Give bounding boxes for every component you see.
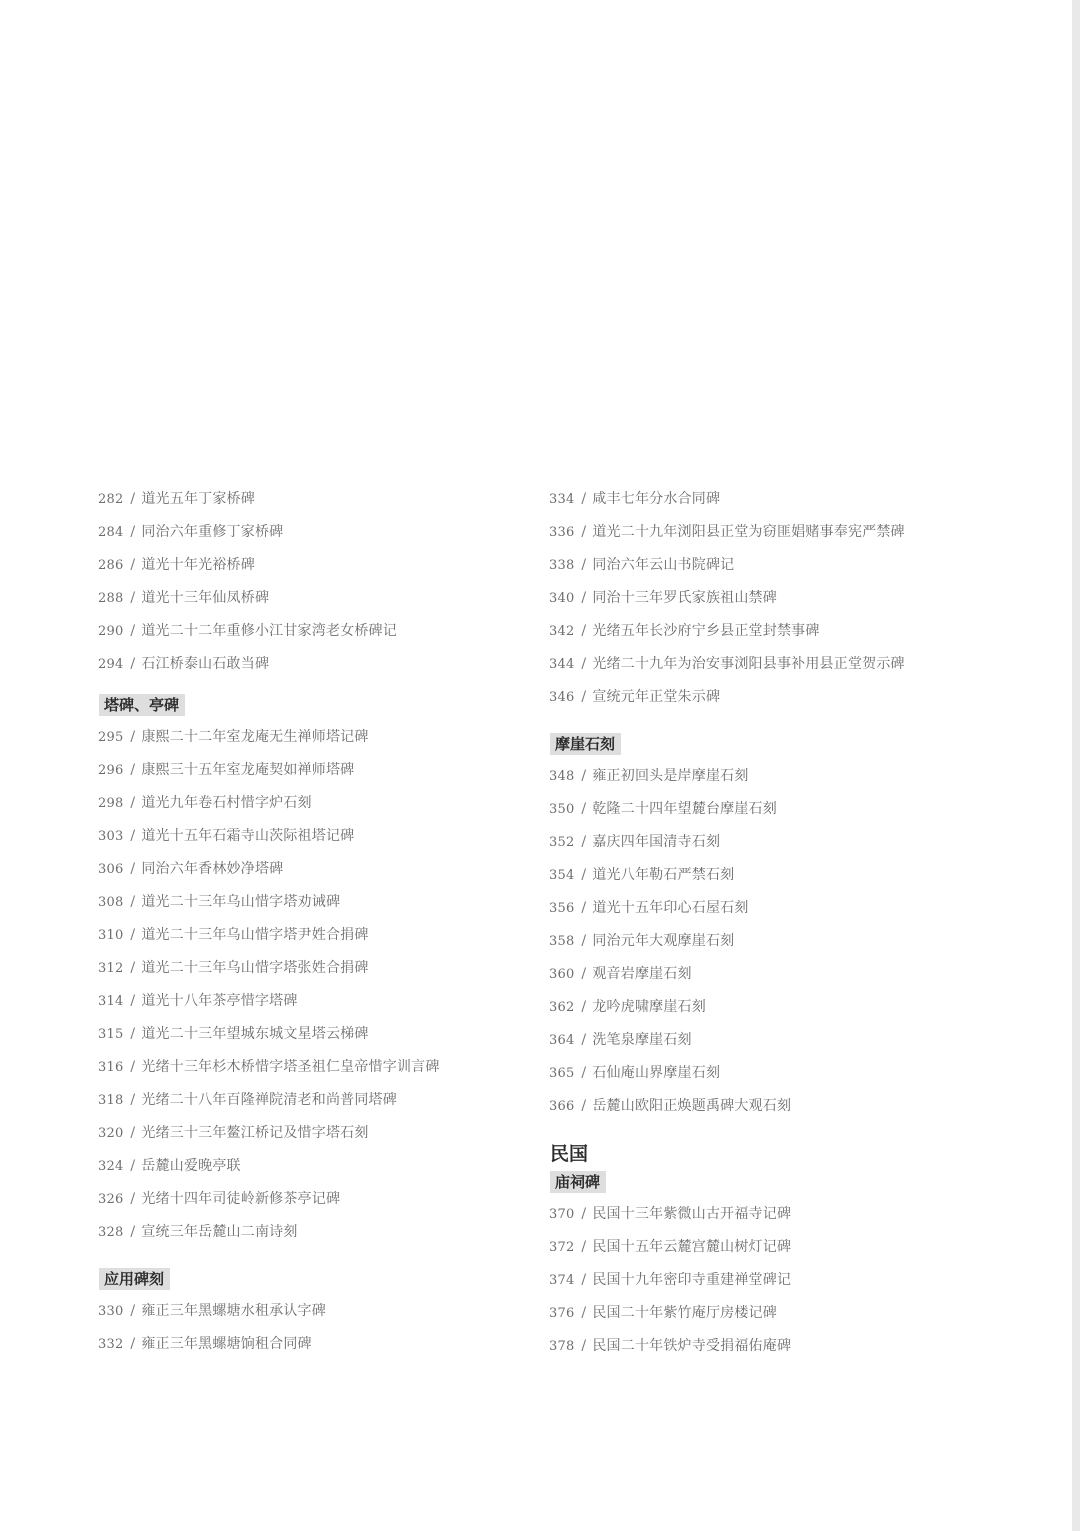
toc-entry[interactable] <box>549 928 1029 961</box>
page-number: 282 <box>98 492 124 507</box>
separator: / <box>581 1065 587 1081</box>
entry-title: 光绪十三年杉木桥惜字塔圣祖仁皇帝惜字训言碑 <box>141 1059 440 1075</box>
page-number: 324 <box>98 1159 124 1174</box>
entry-title: 石仙庵山界摩崖石刻 <box>592 1065 721 1081</box>
separator: / <box>130 491 136 507</box>
entry-title: 道光十年光裕桥碑 <box>141 557 255 573</box>
page-number: 328 <box>98 1225 124 1240</box>
separator: / <box>130 1125 136 1141</box>
entry-title: 光绪二十八年百隆禅院清老和尚普同塔碑 <box>141 1092 397 1108</box>
entry-title: 同治元年大观摩崖石刻 <box>592 933 735 949</box>
era-heading-republic: 民国 <box>550 1143 589 1165</box>
separator: / <box>130 1158 136 1174</box>
left-group-c <box>98 1298 538 1364</box>
entry-title: 康熙三十五年室龙庵契如禅师塔碑 <box>141 762 355 778</box>
separator: / <box>130 656 136 672</box>
entry-title: 道光二十二年重修小江甘家湾老女桥碑记 <box>141 623 397 639</box>
page-number: 354 <box>549 868 575 883</box>
toc-entry[interactable] <box>98 552 538 585</box>
page-number: 362 <box>549 1000 575 1015</box>
entry-title: 龙吟虎啸摩崖石刻 <box>592 999 706 1015</box>
section-heading-applied-steles: 应用碑刻 <box>99 1268 170 1290</box>
page-number: 290 <box>98 624 124 639</box>
toc-entry[interactable] <box>549 862 1029 895</box>
entry-title: 光绪十四年司徒岭新修茶亭记碑 <box>141 1191 341 1207</box>
page-number: 346 <box>549 690 575 705</box>
entry-title: 道光十五年印心石屋石刻 <box>592 900 749 916</box>
toc-entry[interactable] <box>549 684 1029 717</box>
entry-title: 洗笔泉摩崖石刻 <box>592 1032 692 1048</box>
toc-entry[interactable] <box>549 585 1029 618</box>
page-number: 284 <box>98 525 124 540</box>
toc-entry[interactable] <box>98 1054 538 1087</box>
page-number: 286 <box>98 558 124 573</box>
page-number: 308 <box>98 895 124 910</box>
toc-entry[interactable] <box>98 1186 538 1219</box>
page-number: 330 <box>98 1304 124 1319</box>
page-number: 370 <box>549 1207 575 1222</box>
separator: / <box>581 1206 587 1222</box>
entry-title: 同治六年重修丁家桥碑 <box>141 524 284 540</box>
section-heading-tower-pavilion-steles: 塔碑、亭碑 <box>99 694 185 716</box>
separator: / <box>581 590 587 606</box>
entry-title: 道光二十三年乌山惜字塔劝诫碑 <box>141 894 341 910</box>
toc-entry[interactable] <box>549 651 1029 684</box>
page-edge <box>1072 0 1080 1531</box>
entry-title: 道光八年勒石严禁石刻 <box>592 867 735 883</box>
page-number: 294 <box>98 657 124 672</box>
separator: / <box>130 993 136 1009</box>
entry-title: 石江桥泰山石敢当碑 <box>141 656 270 672</box>
separator: / <box>581 491 587 507</box>
separator: / <box>581 867 587 883</box>
separator: / <box>581 900 587 916</box>
separator: / <box>581 768 587 784</box>
page-number: 342 <box>549 624 575 639</box>
entry-title: 民国二十年铁炉寺受捐福佑庵碑 <box>592 1338 792 1354</box>
separator: / <box>130 1224 136 1240</box>
page-number: 326 <box>98 1192 124 1207</box>
toc-entry[interactable] <box>549 1060 1029 1093</box>
toc-entry[interactable] <box>98 1298 538 1331</box>
toc-entry[interactable] <box>549 961 1029 994</box>
entry-title: 道光二十三年乌山惜字塔张姓合捐碑 <box>141 960 369 976</box>
separator: / <box>130 557 136 573</box>
page-number: 334 <box>549 492 575 507</box>
toc-right-column <box>549 486 1029 1366</box>
entry-title: 道光十三年仙凤桥碑 <box>141 590 270 606</box>
toc-entry[interactable] <box>549 618 1029 651</box>
entry-title: 雍正初回头是岸摩崖石刻 <box>592 768 749 784</box>
left-group-b <box>98 724 538 1252</box>
separator: / <box>130 590 136 606</box>
toc-entry[interactable] <box>549 1201 1029 1234</box>
entry-title: 民国十三年紫微山古开福寺记碑 <box>592 1206 792 1222</box>
page-number: 366 <box>549 1099 575 1114</box>
toc-entry[interactable] <box>549 486 1029 519</box>
page-number: 310 <box>98 928 124 943</box>
toc-entry[interactable] <box>98 955 538 988</box>
entry-title: 雍正三年黑螺塘水租承认字碑 <box>141 1303 326 1319</box>
entry-title: 光绪五年长沙府宁乡县正堂封禁事碑 <box>592 623 820 639</box>
page-number: 303 <box>98 829 124 844</box>
toc-entry[interactable] <box>98 1120 538 1153</box>
separator: / <box>581 557 587 573</box>
page-number: 374 <box>549 1273 575 1288</box>
separator: / <box>581 1272 587 1288</box>
page-number: 315 <box>98 1027 124 1042</box>
separator: / <box>130 960 136 976</box>
separator: / <box>130 1059 136 1075</box>
separator: / <box>581 966 587 982</box>
separator: / <box>581 656 587 672</box>
separator: / <box>130 623 136 639</box>
toc-entry[interactable] <box>549 763 1029 796</box>
separator: / <box>130 729 136 745</box>
page-number: 356 <box>549 901 575 916</box>
page-number: 306 <box>98 862 124 877</box>
toc-entry[interactable] <box>98 651 538 684</box>
toc-entry[interactable] <box>98 1331 538 1364</box>
toc-entry[interactable] <box>98 856 538 889</box>
toc-entry[interactable] <box>98 1087 538 1120</box>
section-heading-temple-steles: 庙祠碑 <box>550 1171 606 1193</box>
entry-title: 道光九年卷石村惜字炉石刻 <box>141 795 312 811</box>
toc-entry[interactable] <box>98 922 538 955</box>
toc-entry[interactable] <box>98 585 538 618</box>
toc-entry[interactable] <box>549 552 1029 585</box>
page-number: 320 <box>98 1126 124 1141</box>
separator: / <box>581 689 587 705</box>
separator: / <box>581 1239 587 1255</box>
page-number: 332 <box>98 1337 124 1352</box>
separator: / <box>130 927 136 943</box>
entry-title: 民国十五年云麓宫麓山树灯记碑 <box>592 1239 792 1255</box>
toc-entry[interactable] <box>549 1267 1029 1300</box>
toc-entry[interactable] <box>98 724 538 757</box>
separator: / <box>130 861 136 877</box>
separator: / <box>130 1336 136 1352</box>
page-number: 296 <box>98 763 124 778</box>
page-number: 314 <box>98 994 124 1009</box>
right-group-b <box>549 763 1029 1126</box>
separator: / <box>581 623 587 639</box>
toc-entry[interactable] <box>549 994 1029 1027</box>
entry-title: 嘉庆四年国清寺石刻 <box>592 834 721 850</box>
toc-entry[interactable] <box>549 1093 1029 1126</box>
toc-entry[interactable] <box>98 1021 538 1054</box>
page-number: 298 <box>98 796 124 811</box>
toc-entry[interactable] <box>98 519 538 552</box>
toc-entry[interactable] <box>98 1153 538 1186</box>
page-number: 344 <box>549 657 575 672</box>
entry-title: 雍正三年黑螺塘饷租合同碑 <box>141 1336 312 1352</box>
toc-left-column <box>98 486 538 1364</box>
toc-entry[interactable] <box>549 519 1029 552</box>
toc-entry[interactable] <box>98 486 538 519</box>
page-number: 365 <box>549 1066 575 1081</box>
entry-title: 观音岩摩崖石刻 <box>592 966 692 982</box>
page-number: 312 <box>98 961 124 976</box>
left-group-a <box>98 486 538 684</box>
page-number: 316 <box>98 1060 124 1075</box>
toc-entry[interactable] <box>549 796 1029 829</box>
entry-title: 乾隆二十四年望麓台摩崖石刻 <box>592 801 777 817</box>
page-number: 288 <box>98 591 124 606</box>
toc-entry[interactable] <box>549 1027 1029 1060</box>
entry-title: 道光二十三年望城东城文星塔云梯碑 <box>141 1026 369 1042</box>
right-group-c <box>549 1201 1029 1366</box>
toc-entry[interactable] <box>98 823 538 856</box>
separator: / <box>581 933 587 949</box>
toc-entry[interactable] <box>98 757 538 790</box>
entry-title: 民国十九年密印寺重建禅堂碑记 <box>592 1272 792 1288</box>
separator: / <box>581 1338 587 1354</box>
page-number: 340 <box>549 591 575 606</box>
toc-entry[interactable] <box>549 829 1029 862</box>
section-heading-cliff-inscriptions: 摩崖石刻 <box>550 733 621 755</box>
entry-title: 民国二十年紫竹庵厅房楼记碑 <box>592 1305 777 1321</box>
separator: / <box>130 828 136 844</box>
page-number: 352 <box>549 835 575 850</box>
page-number: 348 <box>549 769 575 784</box>
entry-title: 光绪二十九年为治安事浏阳县事补用县正堂贺示碑 <box>592 656 905 672</box>
entry-title: 光绪三十三年鳌江桥记及惜字塔石刻 <box>141 1125 369 1141</box>
page-number: 378 <box>549 1339 575 1354</box>
separator: / <box>581 801 587 817</box>
toc-entry[interactable] <box>98 988 538 1021</box>
toc-entry[interactable] <box>98 1219 538 1252</box>
separator: / <box>581 1032 587 1048</box>
right-group-a <box>549 486 1029 717</box>
toc-entry[interactable] <box>98 790 538 823</box>
entry-title: 道光十五年石霜寺山茨际祖塔记碑 <box>141 828 355 844</box>
separator: / <box>130 1191 136 1207</box>
entry-title: 岳麓山爱晚亭联 <box>141 1158 241 1174</box>
toc-entry[interactable] <box>549 1234 1029 1267</box>
separator: / <box>130 1092 136 1108</box>
entry-title: 道光五年丁家桥碑 <box>141 491 255 507</box>
entry-title: 道光二十三年乌山惜字塔尹姓合捐碑 <box>141 927 369 943</box>
separator: / <box>581 524 587 540</box>
page-number: 376 <box>549 1306 575 1321</box>
toc-entry[interactable] <box>98 618 538 651</box>
toc-entry[interactable] <box>549 1333 1029 1366</box>
entry-title: 岳麓山欧阳正焕题禹碑大观石刻 <box>592 1098 792 1114</box>
separator: / <box>581 1305 587 1321</box>
entry-title: 道光十八年茶亭惜字塔碑 <box>141 993 298 1009</box>
entry-title: 宣统元年正堂朱示碑 <box>592 689 721 705</box>
entry-title: 同治六年云山书院碑记 <box>592 557 735 573</box>
separator: / <box>130 524 136 540</box>
entry-title: 同治六年香林妙净塔碑 <box>141 861 284 877</box>
page-number: 350 <box>549 802 575 817</box>
page-number: 360 <box>549 967 575 982</box>
entry-title: 宣统三年岳麓山二南诗刻 <box>141 1224 298 1240</box>
separator: / <box>581 834 587 850</box>
entry-title: 同治十三年罗氏家族祖山禁碑 <box>592 590 777 606</box>
page-number: 364 <box>549 1033 575 1048</box>
page-number: 338 <box>549 558 575 573</box>
toc-entry[interactable] <box>98 889 538 922</box>
separator: / <box>581 1098 587 1114</box>
page-number: 358 <box>549 934 575 949</box>
page-number: 372 <box>549 1240 575 1255</box>
separator: / <box>130 894 136 910</box>
page-number: 318 <box>98 1093 124 1108</box>
separator: / <box>130 795 136 811</box>
separator: / <box>130 762 136 778</box>
page-number: 295 <box>98 730 124 745</box>
entry-title: 咸丰七年分水合同碑 <box>592 491 721 507</box>
separator: / <box>130 1303 136 1319</box>
separator: / <box>581 999 587 1015</box>
separator: / <box>130 1026 136 1042</box>
page-number: 336 <box>549 525 575 540</box>
toc-entry[interactable] <box>549 895 1029 928</box>
entry-title: 康熙二十二年室龙庵无生禅师塔记碑 <box>141 729 369 745</box>
toc-entry[interactable] <box>549 1300 1029 1333</box>
entry-title: 道光二十九年浏阳县正堂为窃匪娼赌事奉宪严禁碑 <box>592 524 905 540</box>
